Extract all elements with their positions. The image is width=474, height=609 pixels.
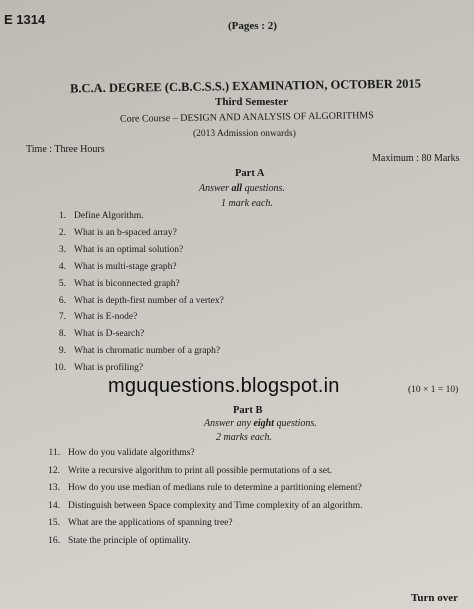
question-text: What is biconnected graph? xyxy=(74,278,180,289)
question-item xyxy=(44,312,137,322)
question-number: 1. xyxy=(58,211,66,221)
question-number: 15. xyxy=(48,518,60,528)
part-a-marks: 1 mark each. xyxy=(221,198,273,209)
question-item xyxy=(44,329,144,339)
question-text: What is multi-stage graph? xyxy=(74,261,177,272)
part-b-marks: 2 marks each. xyxy=(216,432,272,443)
question-number: 10. xyxy=(54,363,66,374)
watermark-url: mguquestions.blogspot.in xyxy=(108,375,340,397)
question-text: What is depth-first number of a vertex? xyxy=(74,295,224,306)
question-text: What are the applications of spanning tree? xyxy=(68,518,233,528)
question-number: 16. xyxy=(48,535,60,546)
course-title: Core Course – DESIGN AND ANALYSIS OF ALGORITHMS xyxy=(119,110,374,125)
question-number: 3. xyxy=(58,244,66,255)
max-marks: Maximum : 80 Marks xyxy=(372,153,460,164)
question-number: 12. xyxy=(48,465,60,476)
question-text: How do you use median of medians rule to determine a partitioning element? xyxy=(68,483,362,493)
question-text: What is chromatic number of a graph? xyxy=(74,346,221,357)
question-item xyxy=(44,279,180,289)
question-item xyxy=(44,363,143,373)
question-item xyxy=(38,501,362,511)
question-number: 8. xyxy=(58,329,66,340)
part-a-instruction: Answer all questions. xyxy=(199,183,285,194)
semester: Third Semester xyxy=(215,96,289,108)
page-count: (Pages : 2) xyxy=(228,20,277,32)
question-number: 2. xyxy=(58,227,66,238)
question-text: State the principle of optimality. xyxy=(68,535,191,546)
question-text: What is E-node? xyxy=(74,312,138,323)
question-text: What is profiling? xyxy=(74,363,144,374)
time-allowed: Time : Three Hours xyxy=(26,144,105,155)
question-text: How do you validate algorithms? xyxy=(68,448,195,458)
question-item xyxy=(44,211,144,221)
question-number: 4. xyxy=(58,261,66,272)
question-number: 11. xyxy=(48,448,60,458)
question-text: Distinguish between Space complexity and Time complexity of an algorithm. xyxy=(68,500,363,511)
question-item xyxy=(44,228,177,238)
paper-code: E 1314 xyxy=(4,12,46,27)
question-item xyxy=(44,296,224,306)
part-b-instruction: Answer any eight questions. xyxy=(204,418,317,429)
question-number: 9. xyxy=(58,346,66,357)
question-item xyxy=(38,448,195,458)
question-item xyxy=(38,483,362,493)
exam-title: B.C.A. DEGREE (C.B.C.S.S.) EXAMINATION, OCTOBER 2015 xyxy=(69,76,422,96)
question-number: 6. xyxy=(58,295,66,306)
question-text: What is D-search? xyxy=(74,329,145,340)
part-b-title: Part B xyxy=(233,405,263,416)
question-item xyxy=(38,466,332,476)
question-number: 7. xyxy=(58,312,66,323)
question-number: 13. xyxy=(48,483,60,493)
turn-over-note: Turn over xyxy=(411,592,458,604)
question-item xyxy=(38,536,191,546)
question-text: What is an optimal solution? xyxy=(74,244,184,255)
question-item xyxy=(44,245,183,255)
question-item xyxy=(44,262,177,272)
admission-note: (2013 Admission onwards) xyxy=(193,129,296,139)
question-text: Define Algorithm. xyxy=(74,211,144,221)
part-a-score: (10 × 1 = 10) xyxy=(408,385,459,395)
question-number: 5. xyxy=(58,278,66,289)
question-item xyxy=(38,518,233,528)
part-a-title: Part A xyxy=(235,168,265,179)
question-item xyxy=(44,346,220,356)
question-number: 14. xyxy=(48,500,60,511)
question-text: What is an b-spaced array? xyxy=(74,227,177,238)
question-text: Write a recursive algorithm to print all possible permutations of a set. xyxy=(68,465,332,476)
